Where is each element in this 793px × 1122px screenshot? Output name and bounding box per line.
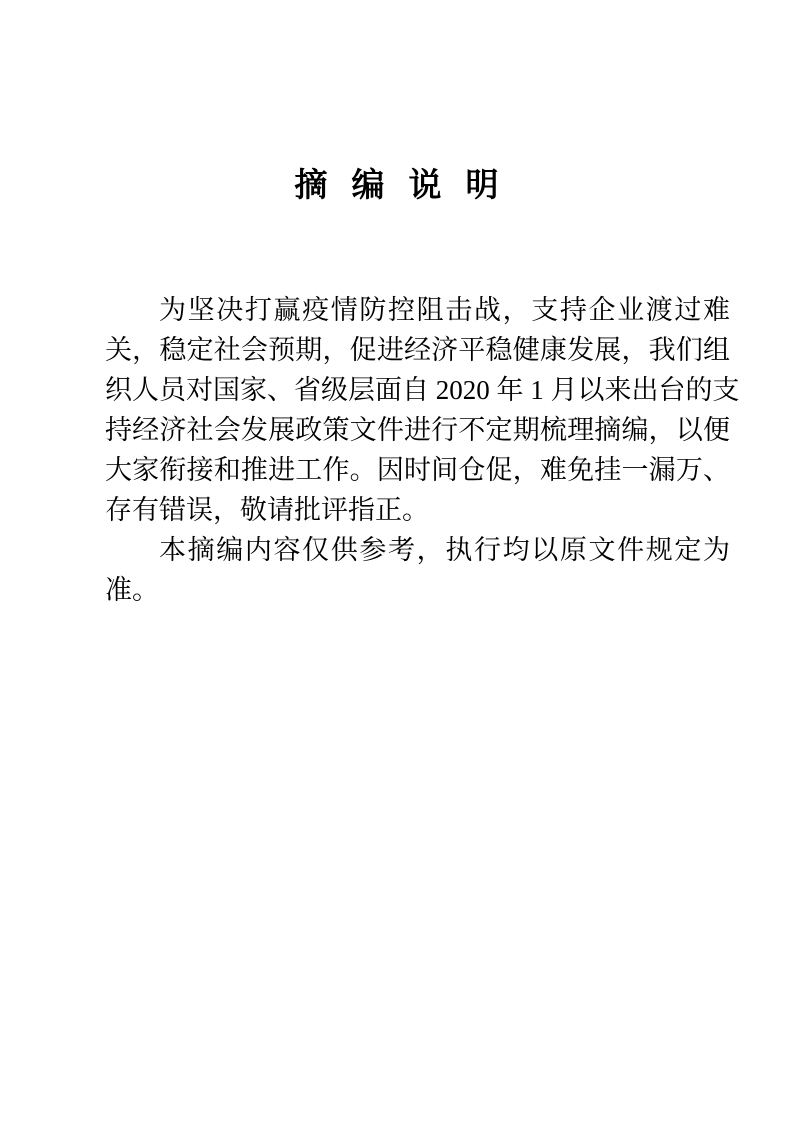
paragraph-line: 准。 xyxy=(105,575,159,605)
paragraph-line: 本摘编内容仅供参考，执行均以原文件规定为 xyxy=(159,535,730,565)
paragraph-line: 关，稳定社会预期，促进经济平稳健康发展，我们组 xyxy=(105,335,730,365)
paragraph-line: 大家衔接和推进工作。因时间仓促，难免挂一漏万、 xyxy=(105,455,730,485)
paragraph-line: 为坚决打赢疫情防控阻击战，支持企业渡过难 xyxy=(159,295,730,325)
paragraph-line: 存有错误，敬请批评指正。 xyxy=(105,495,429,525)
paragraph-line: 持经济社会发展政策文件进行不定期梳理摘编，以便 xyxy=(105,415,730,445)
page-title: 摘编说明 xyxy=(294,168,523,204)
paragraph-line: 织人员对国家、省级层面自 2020 年 1 月以来出台的支 xyxy=(105,375,740,405)
paragraph-2 xyxy=(105,530,730,610)
page-body xyxy=(105,290,740,610)
paragraph-1 xyxy=(105,290,740,530)
